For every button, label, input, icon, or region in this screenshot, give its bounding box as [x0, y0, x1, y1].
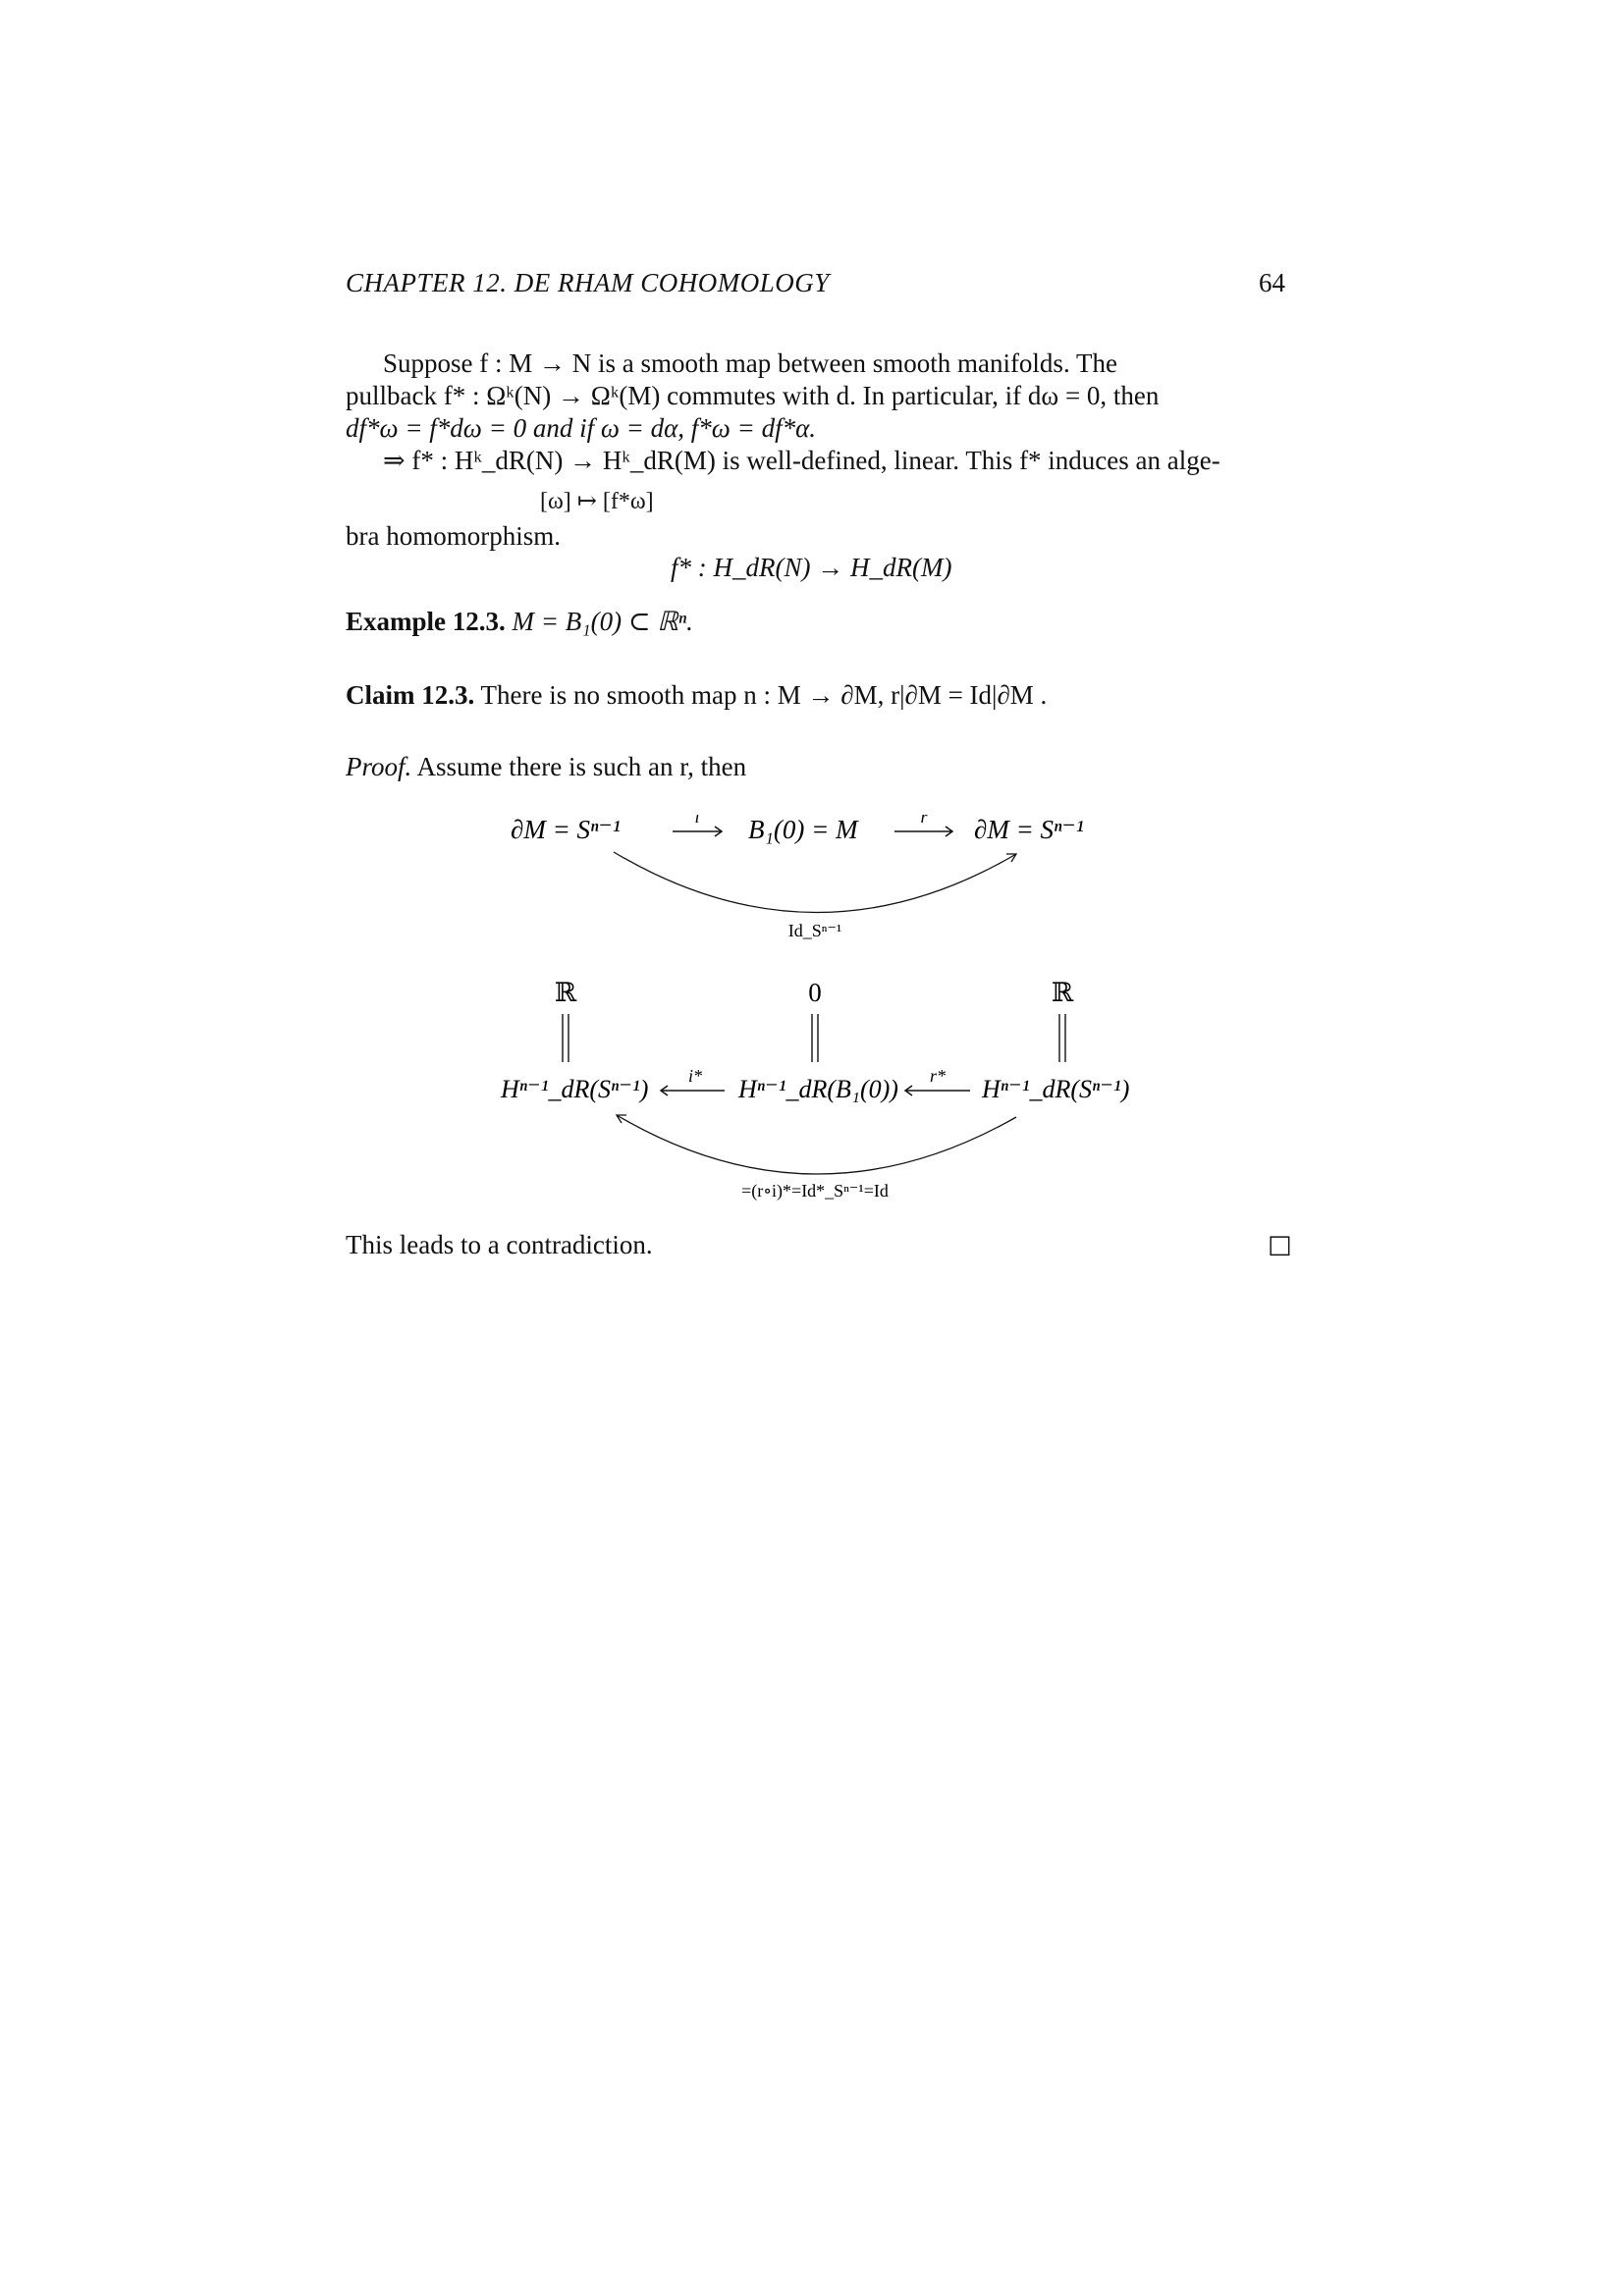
diagram2-curve-head	[617, 1115, 626, 1123]
qed-symbol: □	[1268, 1230, 1292, 1259]
diagram2-curve	[617, 1115, 1016, 1174]
diagram-retraction	[491, 815, 1139, 952]
claim-content: There is no smooth map n : M → ∂M, r|∂M = Id|∂M .	[480, 680, 1048, 710]
example-label: Example 12.3.	[346, 607, 506, 636]
para-line-1: Suppose f : M → N is a smooth map between smooth manifolds. The	[383, 348, 1117, 378]
diagram-cohomology	[491, 972, 1178, 1217]
running-header: CHAPTER 12. DE RHAM COHOMOLOGY	[346, 268, 830, 297]
diagram-cohomology-svg	[491, 972, 1178, 1217]
para-line-5: bra homomorphism.	[346, 521, 561, 551]
proof-label: Proof.	[346, 752, 412, 781]
diagram2-top-middle: 0	[808, 978, 822, 1007]
para-line-3: df*ω = f*dω = 0 and if ω = dα, f*ω = df*α.	[346, 413, 816, 443]
diagram1-curve-head	[1006, 854, 1016, 862]
diagram1-right: ∂M = Sⁿ⁻¹	[974, 815, 1084, 844]
diagram2-top-left: ℝ	[554, 978, 577, 1007]
induced-map-annotation: [ω] ↦ [f*ω]	[540, 489, 654, 514]
proof-content: Assume there is such an r, then	[416, 752, 747, 781]
page-number: 64	[1259, 268, 1285, 297]
para-line-4: ⇒ f* : Hᵏ_dR(N) → Hᵏ_dR(M) is well-defined, linear. This f* induces an alge-	[383, 446, 1220, 475]
diagram2-arrow-i-star-label: i*	[687, 1066, 703, 1086]
diagram2-bottom-right: Hⁿ⁻¹_dR(Sⁿ⁻¹)	[982, 1075, 1130, 1103]
diagram1-curve-label: Id_Sⁿ⁻¹	[787, 921, 842, 940]
para-line-2: pullback f* : Ωᵏ(N) → Ωᵏ(M) commutes with d. In particular, if dω = 0, then	[346, 381, 1160, 410]
diagram2-bottom-middle: Hⁿ⁻¹_dR(B₁(0))	[738, 1075, 898, 1103]
diagram2-bottom-left: Hⁿ⁻¹_dR(Sⁿ⁻¹)	[501, 1075, 649, 1103]
example-content: M = B₁(0) ⊂ ℝⁿ.	[512, 607, 693, 636]
diagram1-left: ∂M = Sⁿ⁻¹	[511, 815, 621, 844]
diagram2-arrow-r-star-label: r*	[929, 1066, 947, 1086]
diagram2-top-right: ℝ	[1051, 978, 1074, 1007]
proof-block	[346, 751, 746, 783]
example-block	[346, 606, 693, 638]
diagram1-arrow-r-label: r	[920, 815, 928, 827]
diagram1-curve	[614, 852, 1016, 913]
diagram-retraction-svg	[491, 815, 1139, 952]
diagram1-arrow-i-label: i	[694, 815, 700, 827]
diagram2-curve-label: =(r∘i)*=Id*_Sⁿ⁻¹=Id	[741, 1181, 889, 1201]
conclusion-text: This leads to a contradiction.	[346, 1230, 653, 1259]
diagram1-middle: B₁(0) = M	[748, 815, 858, 844]
claim-label: Claim 12.3.	[346, 680, 475, 710]
display-equation: f* : H_dR(N) → H_dR(M)	[671, 553, 952, 582]
claim-block	[346, 679, 1047, 712]
